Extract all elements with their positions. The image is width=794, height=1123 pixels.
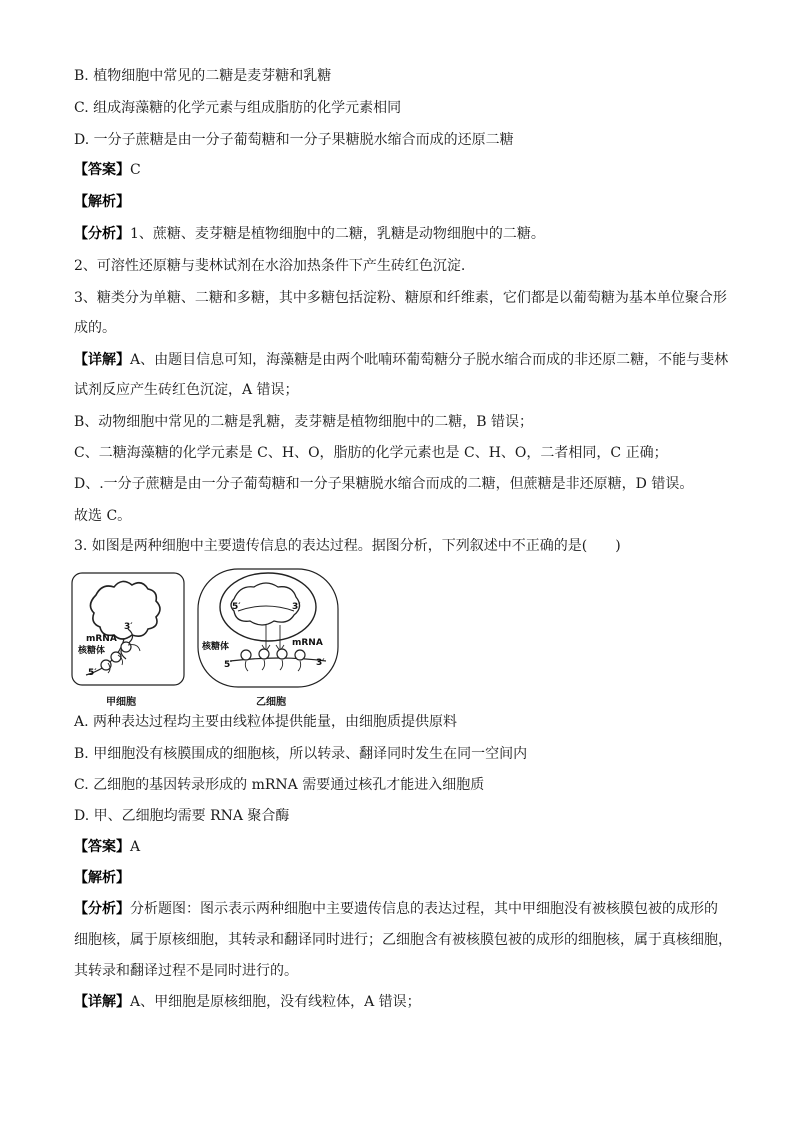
q2-detail-b: B、动物细胞中常见的二糖是乳糖，麦芽糖是植物细胞中的二糖，B 错误； <box>74 414 534 430</box>
detail-text: A、甲细胞是原核细胞，没有线粒体，A 错误； <box>130 994 421 1010</box>
q3-answer <box>74 837 734 857</box>
right-label-3prime-bottom: 3′ <box>316 658 325 668</box>
fenxi-tag: 【分析】 <box>74 226 130 242</box>
answer-value: C <box>130 162 141 178</box>
right-label-mrna: mRNA <box>292 638 323 648</box>
gene-expression-diagram <box>66 565 366 715</box>
left-label-mrna: mRNA <box>86 634 117 644</box>
q2-detail-a2: 试剂反应产生砖红色沉淀，A 错误； <box>74 382 299 398</box>
right-ribosome-4 <box>295 650 305 660</box>
q2-analysis-heading <box>74 192 734 212</box>
q2-conclusion: 故选 C。 <box>74 508 132 524</box>
q2-option-b: B. 植物细胞中常见的二糖是麦芽糖和乳糖 <box>74 68 332 84</box>
fenxi-text: 1、蔗糖、麦芽糖是植物细胞中的二糖，乳糖是动物细胞中的二糖。 <box>130 226 545 242</box>
q3-detail-a <box>74 992 734 1012</box>
q2-fenxi-3b: 成的。 <box>74 320 116 336</box>
q3-stem: 3. 如图是两种细胞中主要遗传信息的表达过程。据图分析，下列叙述中不正确的是( ) <box>74 538 621 554</box>
q3-option-c: C. 乙细胞的基因转录形成的 mRNA 需要通过核孔才能进入细胞质 <box>74 777 485 793</box>
q3-fenxi-1 <box>74 899 734 919</box>
left-cell-caption: 甲细胞 <box>106 697 136 708</box>
right-label-3prime-top: 3′ <box>292 602 301 612</box>
left-ribosome-2 <box>111 652 121 662</box>
fenxi-tag: 【分析】 <box>74 901 130 917</box>
detail-tag: 【详解】 <box>74 994 130 1010</box>
detail-tag: 【详解】 <box>74 352 130 368</box>
right-label-5prime-top: 5′ <box>232 602 241 612</box>
q2-detail-a1 <box>74 350 734 370</box>
q2-detail-d: D、.一分子蔗糖是由一分子葡萄糖和一分子果糖脱水缩合而成的二糖，但蔗糖是非还原糖，D 错误。 <box>74 476 694 492</box>
q2-answer <box>74 160 734 180</box>
right-cell-caption: 乙细胞 <box>256 697 286 708</box>
q2-option-c: C. 组成海藻糖的化学元素与组成脂肪的化学元素相同 <box>74 100 402 116</box>
left-label-5prime: 5′ <box>88 668 97 678</box>
right-ribosome-1 <box>241 650 251 660</box>
detail-text: A、由题目信息可知，海藻糖是由两个吡喃环葡萄糖分子脱水缩合而成的非还原二糖，不能与斐林 <box>130 352 729 368</box>
answer-tag: 【答案】 <box>74 162 130 178</box>
answer-value: A <box>130 839 141 855</box>
q2-option-d: D. 一分子蔗糖是由一分子葡萄糖和一分子果糖脱水缩合而成的还原二糖 <box>74 132 514 148</box>
analysis-tag: 【解析】 <box>74 870 130 886</box>
q3-fenxi-2: 细胞核，属于原核细胞，其转录和翻译同时进行；乙细胞含有被核膜包被的成形的细胞核，属于真核细胞， <box>74 932 732 948</box>
left-ribosome-1 <box>121 642 131 652</box>
analysis-tag: 【解析】 <box>74 194 130 210</box>
fenxi-text: 分析题图：图示表示两种细胞中主要遗传信息的表达过程，其中甲细胞没有被核膜包被的成形的 <box>130 901 718 917</box>
q2-fenxi-3a: 3、糖类分为单糖、二糖和多糖，其中多糖包括淀粉、糖原和纤维素，它们都是以葡萄糖为基本单位聚合形 <box>74 290 727 306</box>
q3-option-b: B. 甲细胞没有核膜围成的细胞核，所以转录、翻译同时发生在同一空间内 <box>74 746 528 762</box>
q2-fenxi-2: 2、可溶性还原糖与斐林试剂在水浴加热条件下产生砖红色沉淀. <box>74 258 466 274</box>
right-ribosome-2 <box>259 649 269 659</box>
right-label-5prime-bottom: 5′ <box>224 660 233 670</box>
q3-option-a: A. 两种表达过程均主要由线粒体提供能量，由细胞质提供原料 <box>74 714 458 730</box>
right-ribosome-3 <box>277 649 287 659</box>
q3-fenxi-3: 其转录和翻译过程不是同时进行的。 <box>74 963 298 979</box>
q3-option-d: D. 甲、乙细胞均需要 RNA 聚合酶 <box>74 808 290 824</box>
left-label-ribosome: 核糖体 <box>78 646 106 656</box>
q2-fenxi-1 <box>74 224 734 244</box>
left-label-3prime: 3′ <box>124 622 133 632</box>
q3-analysis-heading <box>74 868 734 888</box>
answer-tag: 【答案】 <box>74 839 130 855</box>
q2-detail-c: C、二糖海藻糖的化学元素是 C、H、O，脂肪的化学元素也是 C、H、O，二者相同，C 正确； <box>74 445 668 461</box>
gene-expression-figure <box>66 565 366 715</box>
right-label-ribosome: 核糖体 <box>202 642 230 652</box>
